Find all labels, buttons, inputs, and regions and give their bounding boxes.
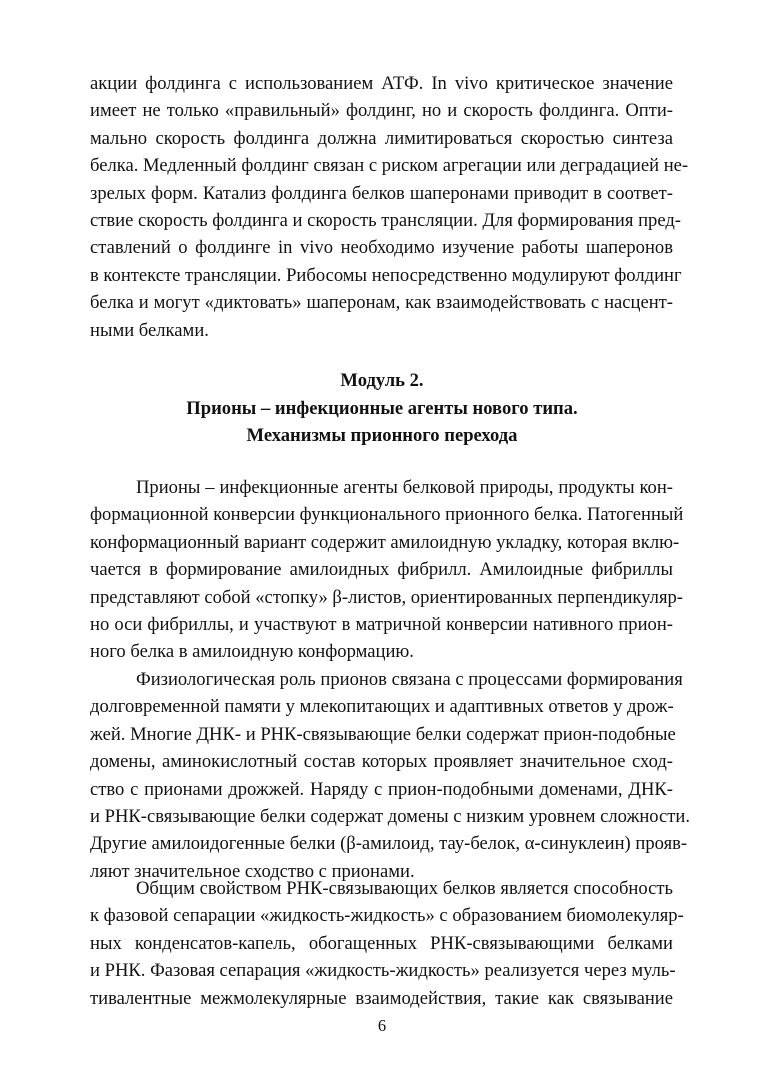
text-line: и РНК. Фазовая сепарация «жидкость-жидкость» реализуется через муль- [90, 960, 676, 982]
paragraph-prions-definition [90, 474, 684, 666]
text-line: Общим свойством РНК-связывающих белков является способность [136, 878, 673, 899]
text-line: ных конденсатов-капель, обогащенных РНК-связывающими белками [90, 932, 673, 954]
module-label: Модуль 2. [340, 370, 424, 391]
module-heading [0, 367, 764, 450]
text-line: ствие скорость фолдинга и скорость трансляции. Для формирования пред- [90, 209, 681, 231]
text-line: в контексте трансляции. Рибосомы непосредственно модулируют фолдинг [90, 264, 682, 286]
text-line: ными белками. [90, 319, 209, 341]
text-line: акции фолдинга с использованием АТФ. In vivo критическое значение [90, 73, 673, 94]
text-line: ляют значительное сходство с прионами. [90, 860, 415, 882]
text-line: долговременной памяти у млекопитающих и адаптивных ответов у дрож- [90, 696, 674, 718]
text-line: конформационный вариант содержит амилоидную укладку, которая вклю- [90, 531, 680, 553]
module-title-line-1: Прионы – инфекционные агенты нового типа. [186, 397, 578, 419]
text-line: зрелых форм. Катализ фолдинга белков шаперонами приводит в соответ- [90, 182, 673, 204]
text-line: домены, аминокислотный состав которых проявляет значительное сход- [90, 751, 673, 773]
text-line: белка и могут «диктовать» шаперонам, как взаимодействовать с насцент- [90, 292, 673, 314]
text-line: ство с прионами дрожжей. Наряду с прион-подобными доменами, ДНК- [90, 778, 673, 800]
text-line: но оси фибриллы, и участвуют в матричной конверсии нативного прион- [90, 613, 673, 635]
paragraph-continuation [90, 70, 689, 344]
text-line: жей. Многие ДНК- и РНК-связывающие белки содержат прион-подобные [90, 723, 676, 745]
text-line: Прионы – инфекционные агенты белковой природы, продукты кон- [136, 477, 673, 498]
text-line: к фазовой сепарации «жидкость-жидкость» с образованием биомолекуляр- [90, 905, 684, 927]
text-line: и РНК-связывающие белки содержат домены с низким уровнем сложности. [90, 805, 691, 827]
text-line: Физиологическая роль прионов связана с процессами формирования [136, 669, 683, 690]
text-line: чается в формирование амилоидных фибрилл. Амилоидные фибриллы [90, 559, 673, 581]
paragraph-rna-binding [90, 875, 684, 1012]
page-number: 6 [377, 1016, 387, 1035]
text-line: ставлений о фолдинге in vivo необходимо изучение работы шаперонов [90, 237, 673, 259]
text-line: тивалентные межмолекулярные взаимодействия, такие как связывание [90, 987, 673, 1009]
text-line: имеет не только «правильный» фолдинг, но и скорость фолдинга. Опти- [90, 100, 673, 122]
paragraph-physiological-role [90, 666, 691, 885]
module-title-line-2: Механизмы прионного перехода [246, 425, 518, 447]
text-line: ного белка в амилоидную конформацию. [90, 641, 414, 663]
text-line: представляют собой «стопку» β-листов, ориентированных перпендикуляр- [90, 586, 683, 608]
text-line: белка. Медленный фолдинг связан с риском агрегации или деградацией не- [90, 155, 689, 177]
text-line: мально скорость фолдинга должна лимитироваться скоростью синтеза [90, 127, 673, 149]
text-line: Другие амилоидогенные белки (β-амилоид, тау-белок, α-синуклеин) прояв- [90, 833, 688, 855]
text-line: формационной конверсии функционального прионного белка. Патогенный [90, 504, 684, 526]
